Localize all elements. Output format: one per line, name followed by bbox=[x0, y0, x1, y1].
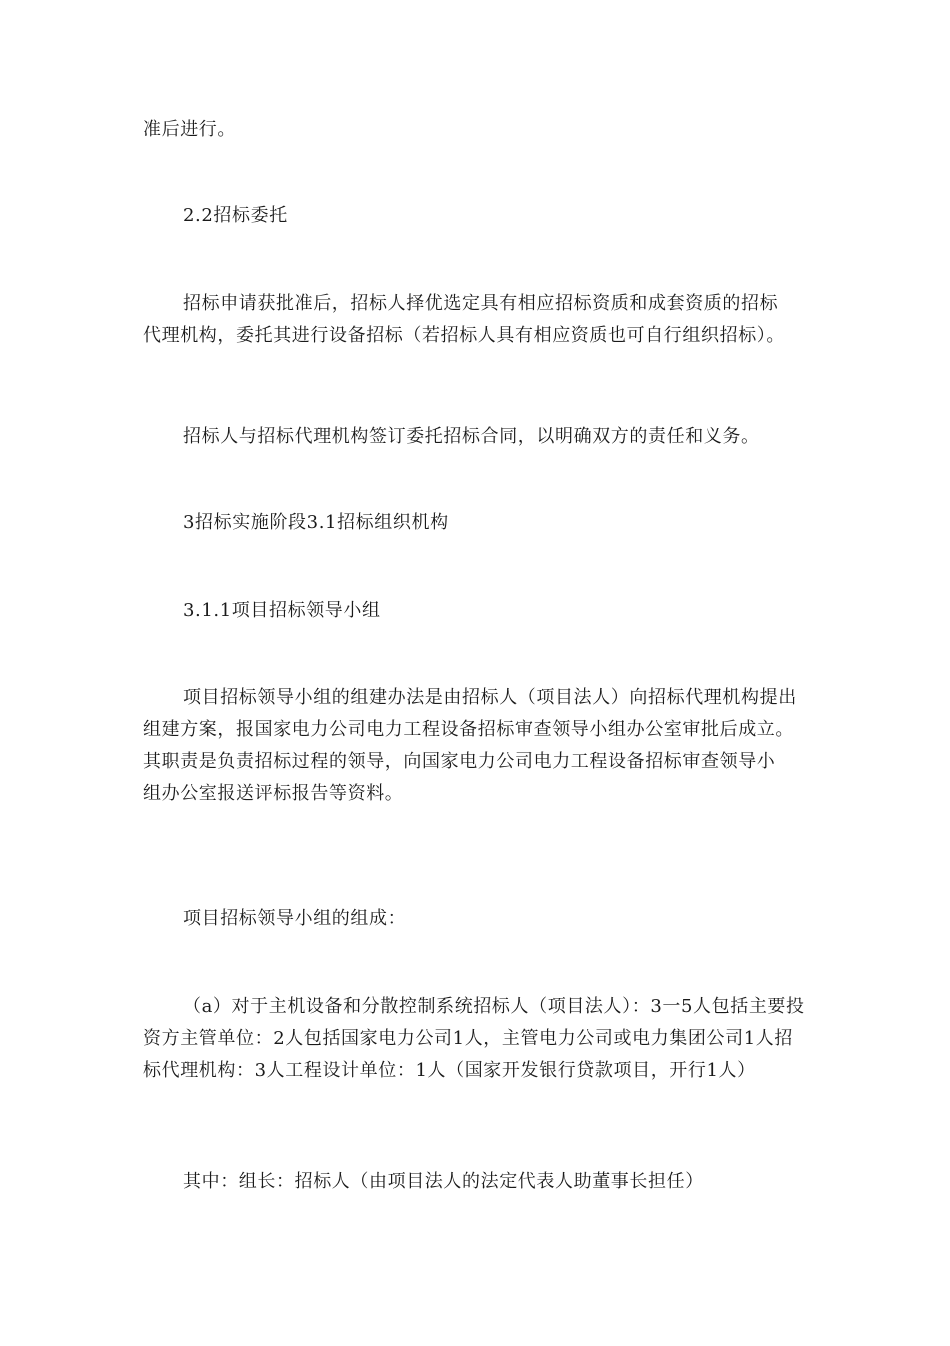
text-line: 3招标实施阶段3.1招标组织机构 bbox=[183, 512, 449, 533]
text-line: 2.2招标委托 bbox=[183, 205, 288, 226]
paragraph-contract bbox=[143, 421, 811, 453]
paragraph-leadership-group bbox=[143, 682, 811, 810]
text-line: 准后进行。 bbox=[143, 119, 236, 140]
text-line: 其中：组长：招标人（由项目法人的法定代表人助董事长担任） bbox=[183, 1171, 704, 1192]
text-line: 代理机构，委托其进行设备招标（若招标人具有相应资质也可自行组织招标）。 bbox=[143, 325, 785, 346]
text-line: 组办公室报送评标报告等资料。 bbox=[143, 783, 404, 804]
text-line: 项目招标领导小组的组成： bbox=[183, 908, 407, 929]
text-line: 项目招标领导小组的组建办法是由招标人（项目法人）向招标代理机构提出 bbox=[183, 687, 797, 708]
text-line: 标代理机构：3人工程设计单位：1人（国家开发银行贷款项目，开行1人） bbox=[143, 1060, 756, 1081]
section-heading-3 bbox=[143, 507, 811, 539]
text-line: 其职责是负责招标过程的领导，向国家电力公司电力工程设备招标审查领导小 bbox=[143, 751, 776, 772]
paragraph-tender-entrust bbox=[143, 288, 811, 352]
section-heading-2-2 bbox=[143, 200, 811, 232]
paragraph-group-leader bbox=[143, 1166, 811, 1198]
paragraph-item-a bbox=[143, 991, 811, 1087]
text-line: 组建方案，报国家电力公司电力工程设备招标审查领导小组办公室审批后成立。 bbox=[143, 719, 794, 740]
text-line: （a）对于主机设备和分散控制系统招标人（项目法人）：3一5人包括主要投 bbox=[183, 996, 805, 1017]
paragraph-group-composition bbox=[143, 903, 811, 935]
text-line: 资方主管单位：2人包括国家电力公司1人，主管电力公司或电力集团公司1人招 bbox=[143, 1028, 793, 1049]
text-line: 招标人与招标代理机构签订委托招标合同，以明确双方的责任和义务。 bbox=[183, 426, 760, 447]
paragraph-continuation bbox=[143, 114, 811, 146]
text-line: 3.1.1项目招标领导小组 bbox=[183, 600, 381, 621]
section-heading-3-1-1 bbox=[143, 595, 811, 627]
text-line: 招标申请获批准后，招标人择优选定具有相应招标资质和成套资质的招标 bbox=[183, 293, 779, 314]
